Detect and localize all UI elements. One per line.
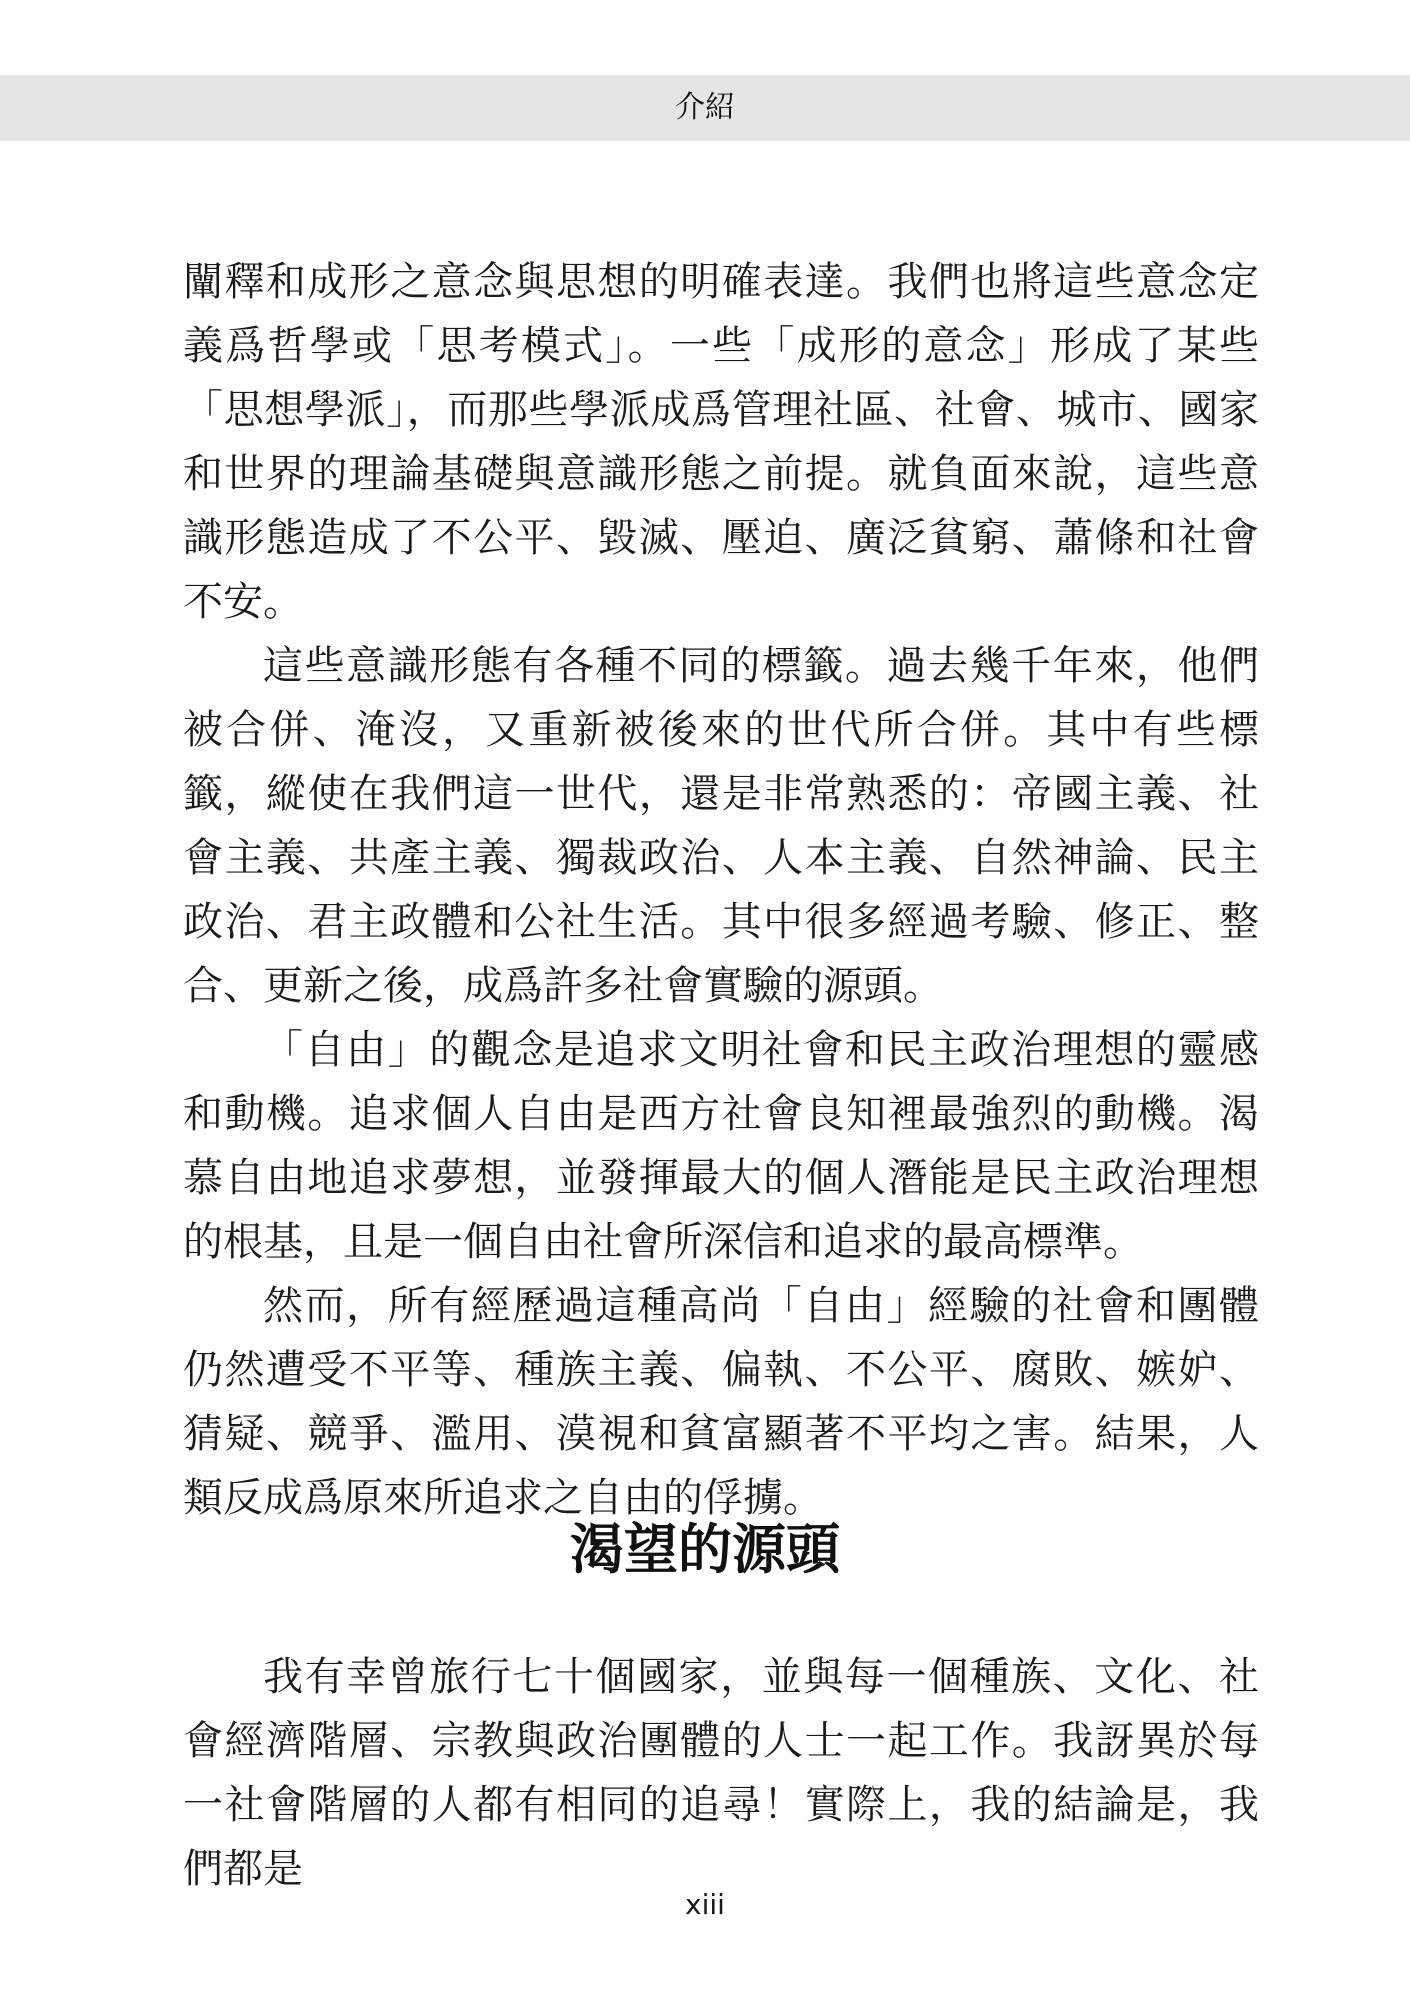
section-heading: 渴望的源頭 xyxy=(570,1518,840,1581)
paragraph-freedom: 「自由」的觀念是追求文明社會和民主政治理想的靈感和動機。追求個人自由是西方社會良知裡最強烈的動機。渴慕自由地追求夢想，並發揮最大的個人潛能是民主政治理想的根基，且是一個自由社會所深信和追求的最高標準。 xyxy=(183,1027,1259,1265)
section-body-block xyxy=(183,1645,1259,1901)
paragraph-continued: 闡釋和成形之意念與思想的明確表達。我們也將這些意念定義爲哲學或「思考模式」。一些「成形的意念」形成了某些「思想學派」，而那些學派成爲管理社區、社會、城市、國家和世界的理論基礎與意識形態之前提。就負面來說，這些意識形態造成了不公平、毀滅、壓迫、廣泛貧窮、蕭條和社會不安。 xyxy=(183,259,1259,625)
running-header-title: 介紹 xyxy=(675,90,735,125)
body-text-block xyxy=(183,250,1259,1530)
paragraph-however: 然而，所有經歷過這種高尚「自由」經驗的社會和團體仍然遭受不平等、種族主義、偏執、不公平、腐敗、嫉妒、猜疑、競爭、濫用、漠視和貧富顯著不平均之害。結果，人類反成爲原來所追求之自由的俘擄。 xyxy=(183,1283,1259,1521)
page-number: xiii xyxy=(685,1888,725,1921)
paragraph-ideology-labels: 這些意識形態有各種不同的標籤。過去幾千年來，他們被合併、淹沒，又重新被後來的世代所合併。其中有些標籤，縱使在我們這一世代，還是非常熟悉的：帝國主義、社會主義、共產主義、獨裁政治、人本主義、自然神論、民主政治、君主政體和公社生活。其中很多經過考驗、修正、整合、更新之後，成爲許多社會實驗的源頭。 xyxy=(183,643,1259,1009)
paragraph-travel: 我有幸曾旅行七十個國家，並與每一個種族、文化、社會經濟階層、宗教與政治團體的人士一起工作。我訝異於每一社會階層的人都有相同的追尋！實際上，我的結論是，我們都是 xyxy=(183,1654,1259,1892)
